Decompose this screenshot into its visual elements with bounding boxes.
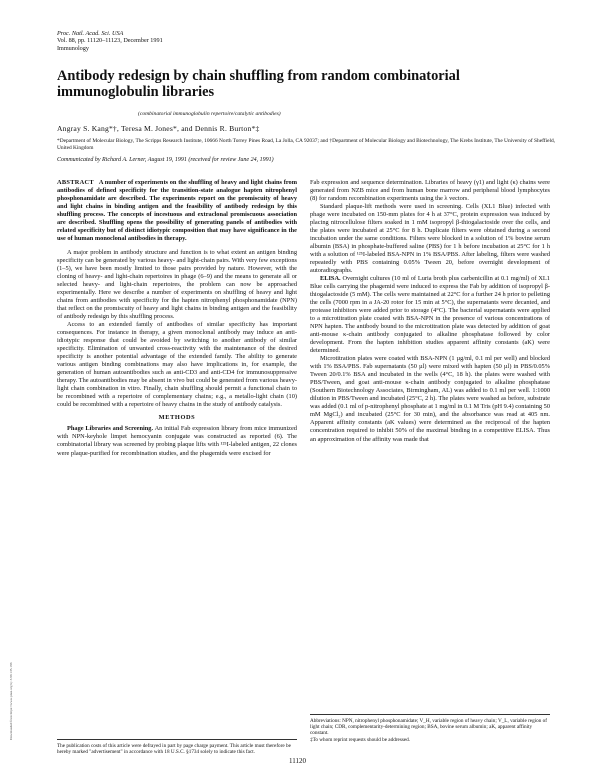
intro-paragraph: Access to an extended family of antibodies of similar specificity has important consequences. For instance in therapy, a given monoclonal antibody may induce an anti-idiotypic response that could be avoided by switching to another antibody of similar specificity. Elimination of unwanted cross-reactivity with the maintenance of the desired specificity is another potential advantage of the extended family. The ability to generate various antigen binding combinations may also have implications in, for example, the generation of human autoantibodies such as anti-CD3 and anti-CD4 for immunosuppressive therapy. The autoantibodies may be absent in vivo but could be generated from various heavy-light chain combination in vitro. Finally, chain shuffling should permit a functional chain to be recombined with a repertoire of complementary chains; e.g., a metallo-light chain (10) could be recombined with a repertoire of heavy chains in the study of antibody catalysis. <box>57 321 297 409</box>
paper-title: Antibody redesign by chain shuffling from random combinatorial immunoglobulin libraries <box>57 68 460 100</box>
page-number: 11120 <box>289 757 306 765</box>
footnote-rule <box>310 714 550 715</box>
journal-volume: Vol. 88, pp. 11120–11123, December 1991 <box>57 37 163 45</box>
right-paragraph: Microtitration plates were coated with BSA-NPN (1 µg/ml, 0.1 ml per well) and blocked with 1% BSA/PBS. Fab supernatants (50 µl) were mixed with hapten (50 µl) in PBS/0.05% Tween 20/0.1% BSA and incubated in the wells (4°C, 18 h). the plates were washed with PBS/Tween, and goat anti-mouse κ-chain antibody conjugated to alkaline phosphatase (Southern Biotechnology Associates, Birmingham, AL) was added to 0.1 ml per well. 1:1000 dilution in PBS/Tween and incubated (25°C, 2 h). The plates were washed as before, substrate was added (0.1 ml of p-nitrophenyl phosphate at 1 mg/ml in 0.1 M Tris (pH 9.4) containing 50 mM MgCl₂) and incubated (25°C for 30 min), and the absorbance was read at 405 nm. Apparent affinity constants (aK values) were determined as the reciprocal of the hapten concentration required to inhibit 50% of the maximal binding in a competitive ELISA. Thus an approximation of the affinity was made that <box>310 355 550 443</box>
methods-heading: METHODS <box>158 414 196 422</box>
communicated-by: Communicated by Richard A. Lerner, August 19, 1991 (received for review June 24, 1991) <box>57 157 274 163</box>
journal-section: Immunology <box>57 44 89 52</box>
publication-cost-note: The publication costs of this article were defrayed in part by page charge payment. This article must therefore be hereby marked "advertisement" in accordance with 18 U.S.C. §1734 solely to indicate this fact. <box>57 743 291 756</box>
right-column <box>310 179 550 444</box>
download-note: Downloaded from https://www.pnas.org by 3.89.135.186 <box>9 662 13 740</box>
journal-name: Proc. Natl. Acad. Sci. USA <box>57 30 124 37</box>
right-paragraph: Standard plaque-lift methods were used in screening. Cells (XL1 Blue) infected with phage were incubated on 150-mm plates for 4 h at 37°C, protein expression was induced by placing nitrocellulose filters soaked in 1 mM isopropyl β-thiogalactoside over the cells, and the plates were incubated at 25°C for 8 h. Duplicate filters were obtained during a second incubation under the same conditions. Filters were blocked in a solution of 1% bovine serum albumin (BSA) in phosphate-buffered saline (PBS) for 1 h before incubation at 25°C for 1 h with a solution of ¹²⁵I-labeled BSA-NPN in 1% BSA/PBS. After labeling, filters were washed repeatedly with PBS containing 0.05% Tween 20, before overnight development of autoradiographs. <box>310 203 550 275</box>
elisa-text: Overnight cultures (10 ml of Luria broth plus carbenicillin at 0.1 mg/ml) of XL1 Blue cells carrying the phagemid were induced to express the Fab by addition of isopropyl β-thiogalactoside (5 mM). The cells were maintained at 22°C for a further 24 h prior to pelleting the cells (7000 rpm in a JA-20 rotor for 15 min at 5°C), the supernatants were decanted, and protease inhibitors were added prior to storage (4°C). The bacterial supernatants were applied to a microtitration plate coated with BSA-NPN in the presence of various concentrations of NPN hapten. The antibody bound to the microtitration plate was detected by addition of goat anti-mouse κ-chain antibody conjugated to alkaline phosphatase followed by color development. From the hapten inhibition studies apparent affinity constants (aK) were determined. <box>310 275 550 355</box>
elisa-runin: ELISA. <box>320 275 341 283</box>
footnote-left <box>57 734 297 755</box>
abstract-label: ABSTRACT <box>57 179 94 186</box>
journal-header <box>57 30 163 52</box>
methods-paragraph <box>57 425 297 457</box>
methods-text: An initial Fab expression library from mice immunized with NPN-keyhole limpet hemocyanin conjugate was constructed as reported (6). The combinatorial library was screened by probing plaque lifts with ¹²⁵I-labeled antigen, 22 clones were plaque-purified for recombination studies, and the phagemids were excised for <box>57 425 297 457</box>
author-list: Angray S. Kang*†, Teresa M. Jones*, and Dennis R. Burton*‡ <box>57 124 260 133</box>
abbreviations-note: Abbreviations: NPN, nitrophenyl phosphonamidate; V_H, variable region of heavy chain; V_L, variable region of light chain; CDR, complementarity-determining region; BSA, bovine serum albumin; aK, apparent affinity constant. <box>310 718 547 737</box>
footnote-right <box>310 709 550 743</box>
intro-paragraph: A major problem in antibody structure and function is to what extent an antigen binding specificity can be generated by various heavy- and light-chain pairs. With very few exceptions (1–5), we have been mostly limited to those pairs provided by nature. However, with the cloning of heavy- and light-chain repertoires in phage (6–9) and the means to generate all or selected heavy- and light-chain repertoires, the problem can now be approached experimentally. Here we describe a number of experiments on shuffling of heavy and light chains from antibodies with specificity for the hapten nitrophenyl phosphonamidate (NPN) that reflect on the promiscuity of heavy and light chains in binding antigen and the feasibility of antibody redesign by this shuffling process. <box>57 249 297 321</box>
methods-runin: Phage Libraries and Screening. <box>67 425 154 433</box>
left-column <box>57 179 297 458</box>
paper-subtitle: (combinatorial immunoglobulin repertoire/catalytic antibodies) <box>138 111 281 117</box>
abstract <box>57 179 297 243</box>
elisa-paragraph <box>310 275 550 355</box>
affiliation: *Department of Molecular Biology, The Scripps Research Institute, 10666 North Torrey Pines Road, La Jolla, CA 92037; and †Department of Molecular Biology and Biotechnology, The Krebs Institute, The University of Sheffield, United Kingdom <box>57 138 556 151</box>
right-paragraph: Fab expression and sequence determination. Libraries of heavy (γ1) and light (κ) chains were generated from NZB mice and from human bone marrow and peripheral blood lymphocytes (8) for random recombination experiments using the λ vectors. <box>310 179 550 203</box>
abstract-text: A number of experiments on the shuffling of heavy and light chains from antibodies of defined specificity for the transition-state analogue hapten nitrophenyl phosphonamidate are described. The experiments report on the promiscuity of heavy and light chains in binding antigen and the feasibility of antibody redesign by this shuffling process. The concepts of incestuous and extraclonal promiscuous association are described. Shuffling opens the possibility of generating panels of antibodies with related specificity but of distinct idiotypic composition that may have significance in the use of human monoclonal antibodies in therapy. <box>57 179 297 243</box>
reprint-note: ‡To whom reprint requests should be addressed. <box>310 736 411 743</box>
footnote-rule <box>57 739 297 740</box>
